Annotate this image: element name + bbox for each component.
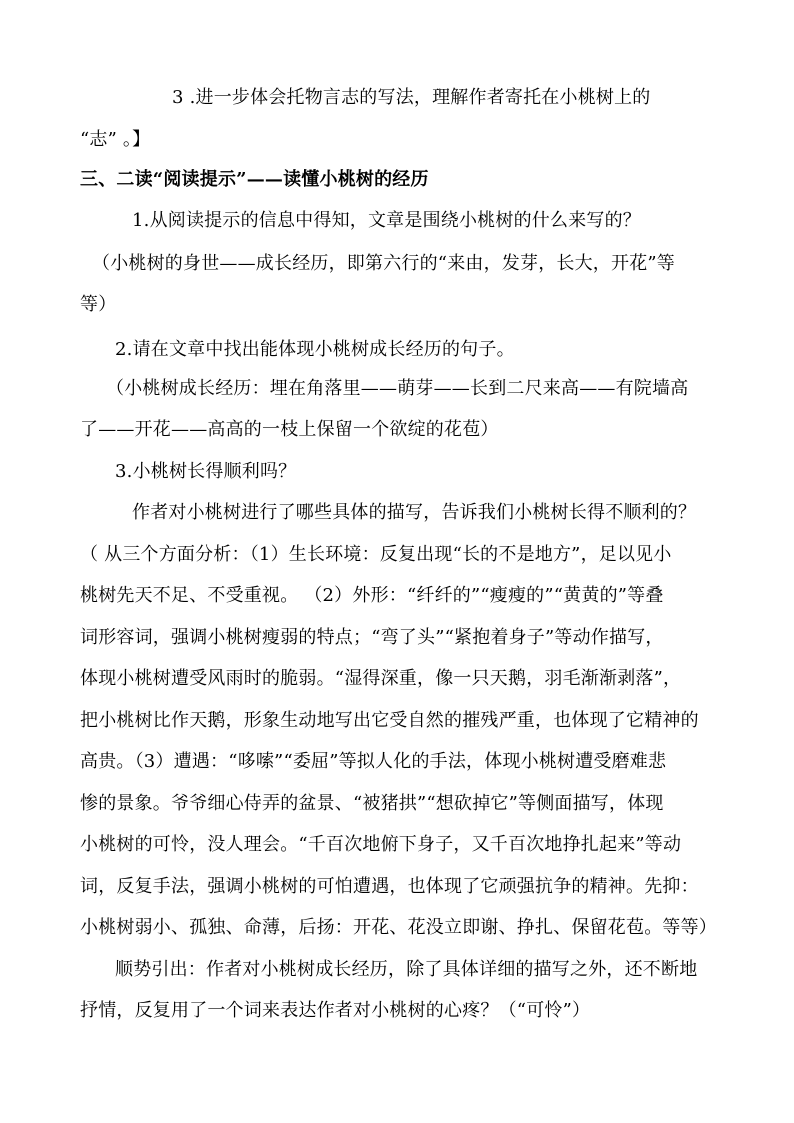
analysis-line-9: 词，反复手法，强调小桃树的可怕遭遇，也体现了它顽强抗争的精神。先抑： (80, 876, 699, 897)
analysis-line-1: （ 从三个方面分析：（1）生长环境：反复出现“长的不是地方”，足以见小 (80, 544, 672, 565)
objective-3-line-2: “志” 。】 (80, 129, 151, 150)
analysis-line-5: 把小桃树比作天鹅，形象生动地写出它受自然的摧残严重，也体现了它精神的 (80, 710, 699, 731)
question-2: 2.请在文章中找出能体现小桃树成长经历的句子。 (115, 339, 515, 360)
analysis-line-7: 惨的景象。爷爷细心侍弄的盆景、“被猪拱”“想砍掉它”等侧面描写，体现 (80, 793, 664, 814)
section-heading: 三、二读“阅读提示”——读懂小桃树的经历 (80, 169, 429, 190)
answer-1-line-2: 等） (80, 294, 117, 315)
analysis-line-2: 桃树先天不足、不受重视。 （2）外形：“纤纤的”“瘦瘦的”“黄黄的”等叠 (80, 585, 664, 606)
question-3-detail: 作者对小桃树进行了哪些具体的描写，告诉我们小桃树长得不顺利的？ (132, 502, 697, 523)
objective-3-line-1: 3 .进一步体会托物言志的写法，理解作者寄托在小桃树上的 (172, 87, 651, 108)
transition-line-1: 顺势引出：作者对小桃树成长经历，除了具体详细的描写之外，还不断地 (115, 959, 698, 980)
answer-1-line-1: （小桃树的身世——成长经历，即第六行的“来由，发芽，长大，开花”等 (92, 253, 676, 274)
question-3: 3.小桃树长得顺利吗？ (115, 461, 297, 482)
answer-2-line-1: （小桃树成长经历：埋在角落里——萌芽——长到二尺来高——有院墙高 (106, 378, 689, 399)
analysis-line-4: 体现小桃树遭受风雨时的脆弱。“湿得深重，像一只天鹅，羽毛渐渐剥落”， (80, 668, 682, 689)
transition-line-2: 抒情，反复用了一个词来表达作者对小桃树的心疼？（“可怜”） (80, 1000, 591, 1021)
analysis-line-10: 小桃树弱小、孤独、命薄，后扬：开花、花没立即谢、挣扎、保留花苞。等等） (80, 917, 717, 938)
answer-2-line-2: 了——开花——高高的一枝上保留一个欲绽的花苞） (80, 419, 499, 440)
analysis-line-8: 小桃树的可怜，没人理会。“千百次地俯下身子，又千百次地挣扎起来”等动 (80, 834, 682, 855)
question-1: 1.从阅读提示的信息中得知，文章是围绕小桃树的什么来写的？ (132, 210, 641, 231)
analysis-line-6: 高贵。（3）遭遇：“哆嗦”“委屈”等拟人化的手法，体现小桃树遭受磨难悲 (80, 751, 667, 772)
analysis-line-3: 词形容词，强调小桃树瘦弱的特点；“弯了头”“紧抱着身子”等动作描写， (80, 627, 664, 648)
